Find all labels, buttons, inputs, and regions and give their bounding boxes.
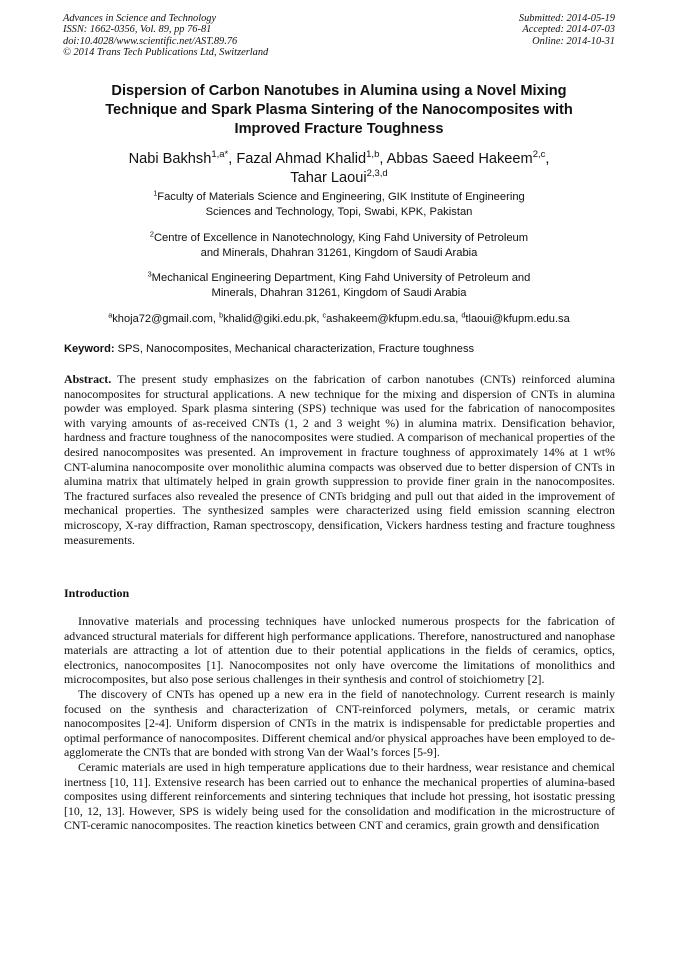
affiliation-text: and Minerals, Dhahran 31261, Kingdom of Saudi Arabia — [200, 247, 478, 260]
author-affiliation-marker: 1,b — [366, 149, 380, 161]
keywords-text: SPS, Nanocomposites, Mechanical characterization, Fracture toughness — [114, 343, 475, 355]
email-link[interactable]: khoja72@gmail.com, — [112, 313, 220, 325]
doi-line[interactable]: doi:10.4028/www.scientific.net/AST.89.76 — [63, 35, 238, 47]
affiliation-text: Sciences and Technology, Topi, Swabi, KPK, Pakistan — [205, 206, 473, 219]
author-name: Nabi Bakhsh — [128, 151, 212, 167]
affiliation-1 — [60, 190, 618, 221]
accepted-date: Accepted: 2014-07-03 — [522, 24, 615, 36]
author-name: Fazal Ahmad Khalid — [236, 151, 367, 167]
introduction-body — [64, 614, 615, 833]
abstract — [64, 372, 615, 547]
email-link[interactable]: ashakeem@kfupm.edu.sa, — [326, 313, 462, 325]
author-affiliation-marker: 2,3,d — [366, 167, 388, 179]
affiliation-text: Centre of Excellence in Nanotechnology, King Fahd University of Petroleum — [153, 232, 529, 244]
email-link[interactable]: tlaoui@kfupm.edu.sa — [465, 313, 570, 325]
online-date: Online: 2014-10-31 — [532, 35, 615, 47]
journal-header — [63, 13, 268, 58]
author-name: Tahar Laoui — [290, 169, 367, 186]
email-link[interactable]: khalid@giki.edu.pk, — [223, 313, 323, 325]
affiliation-text: Mechanical Engineering Department, King Fahd University of Petroleum and — [151, 272, 531, 284]
copyright-line: © 2014 Trans Tech Publications Ltd, Switzerland — [63, 46, 269, 58]
paragraph: Innovative materials and processing techniques have unlocked numerous prospects for the fabrication of advanced structural materials for different high performance applications. Therefore, nanostructured and nanophase materials are attracting a lot of attention due to their potential applications in the fields of ceramics, optics, electronics, nanocomposites [1]. Nanocomposites not only have overcome the limitations of monolithics and microcomposites, but also pose serious challenges in their synthesis and control of stoichiometry [2]. — [64, 614, 615, 687]
affiliation-text: Minerals, Dhahran 31261, Kingdom of Saudi Arabia — [211, 287, 467, 300]
email-marker: c — [322, 310, 327, 320]
abstract-text: The present study emphasizes on the fabrication of carbon nanotubes (CNTs) reinforced alumina nanocomposites for structural applications. A new technique for the mixing and dispersion of CNTs in alumina powder was employed. Spark plasma sintering (SPS) technique was used for the fabrication of nanocomposites with varying amounts of as-received CNTs (1, 2 and 3 weight %) in alumina matrix. Densification behavior, hardness and fracture toughness of the nanocomposites were studied. A comparison of mechanical properties of the desired nanocomposites was presented. An improvement in fracture toughness of approximately 14% at 1 wt% CNT-alumina nanocomposite over monolithic alumina compacts was observed due to better dispersion of CNTs in alumina matrix that ultimately helped in grain growth suppression to provide finer grain in the nanocomposites. The fractured surfaces also revealed the presence of CNTs bridging and pull out that aided in the improvement of mechanical properties. The synthesized samples were characterized using field emission scanning electron microscopy, X-ray diffraction, Raman spectroscopy, densification, Vickers hardness testing and fracture toughness measurements. — [64, 372, 615, 547]
email-marker: a — [108, 310, 113, 320]
author-affiliation-marker: 2,c — [532, 149, 546, 161]
affiliation-3 — [60, 271, 618, 302]
author-affiliation-marker: 1,a* — [211, 149, 229, 161]
author-list: Nabi Bakhsh$^{1,a*}$, Fazal Ahmad Khalid$^{1,b}$, Abbas Saeed Hakeem$^{2,c}$, Tahar Laoui$^{2,3,d}$ — [128, 149, 550, 186]
title-line: Technique and Spark Plasma Sintering of the Nanocomposites with — [105, 101, 573, 118]
title-line: Dispersion of Carbon Nanotubes in Alumina using a Novel Mixing — [111, 83, 567, 99]
submitted-date: Submitted: 2014-05-19 — [518, 13, 615, 24]
affiliation-number: 1 — [153, 188, 158, 198]
affiliation-text: Faculty of Materials Science and Engineering, GIK Institute of Engineering — [157, 191, 525, 203]
issn-line: ISSN: 1662-0356, Vol. 89, pp 76-81 — [63, 24, 212, 36]
affiliation-number: 3 — [147, 269, 152, 279]
paper-title — [60, 82, 618, 138]
paragraph: Ceramic materials are used in high temperature applications due to their hardness, wear resistance and chemical inertness [10, 11]. Extensive research has been carried out to enhance the mechanical properties of alumina-based composites using different reinforcements and sintering techniques that include hot pressing, hot isostatic pressing [10, 12, 13]. However, SPS is widely being used for the consolidation and modification in the microstructure of CNT-ceramic nanocomposites. The reaction kinetics between CNT and ceramics, grain growth and densification — [64, 759, 615, 833]
keywords — [64, 342, 616, 356]
abstract-label: Abstract. — [64, 372, 112, 386]
email-marker: d — [461, 310, 466, 320]
dates-header — [519, 13, 615, 47]
affiliation-2 — [60, 231, 618, 262]
affiliation-number: 2 — [149, 229, 154, 239]
introduction-heading: Introduction — [64, 586, 130, 600]
paragraph: The discovery of CNTs has opened up a new era in the field of nanotechnology. Current research is mainly focused on the synthesis and characterization of CNT-reinforced polymers, metals, or ceramic matrix nanocomposites [2-4]. Uniform dispersion of CNTs in the matrix is indispensable for predictable properties and optimal performance of nanocomposites. Different chemical and/or physical approaches have been employed to de-agglomerate the CNTs that are bonded with strong Van der Waal’s forces [5-9]. — [64, 686, 615, 760]
keywords-label: Keyword: — [64, 343, 115, 355]
author-name: Abbas Saeed Hakeem — [386, 151, 533, 167]
title-line: Improved Fracture Toughness — [234, 120, 444, 137]
author-emails — [60, 312, 618, 326]
journal-name: Advances in Science and Technology — [63, 13, 217, 24]
email-marker: b — [219, 310, 224, 320]
